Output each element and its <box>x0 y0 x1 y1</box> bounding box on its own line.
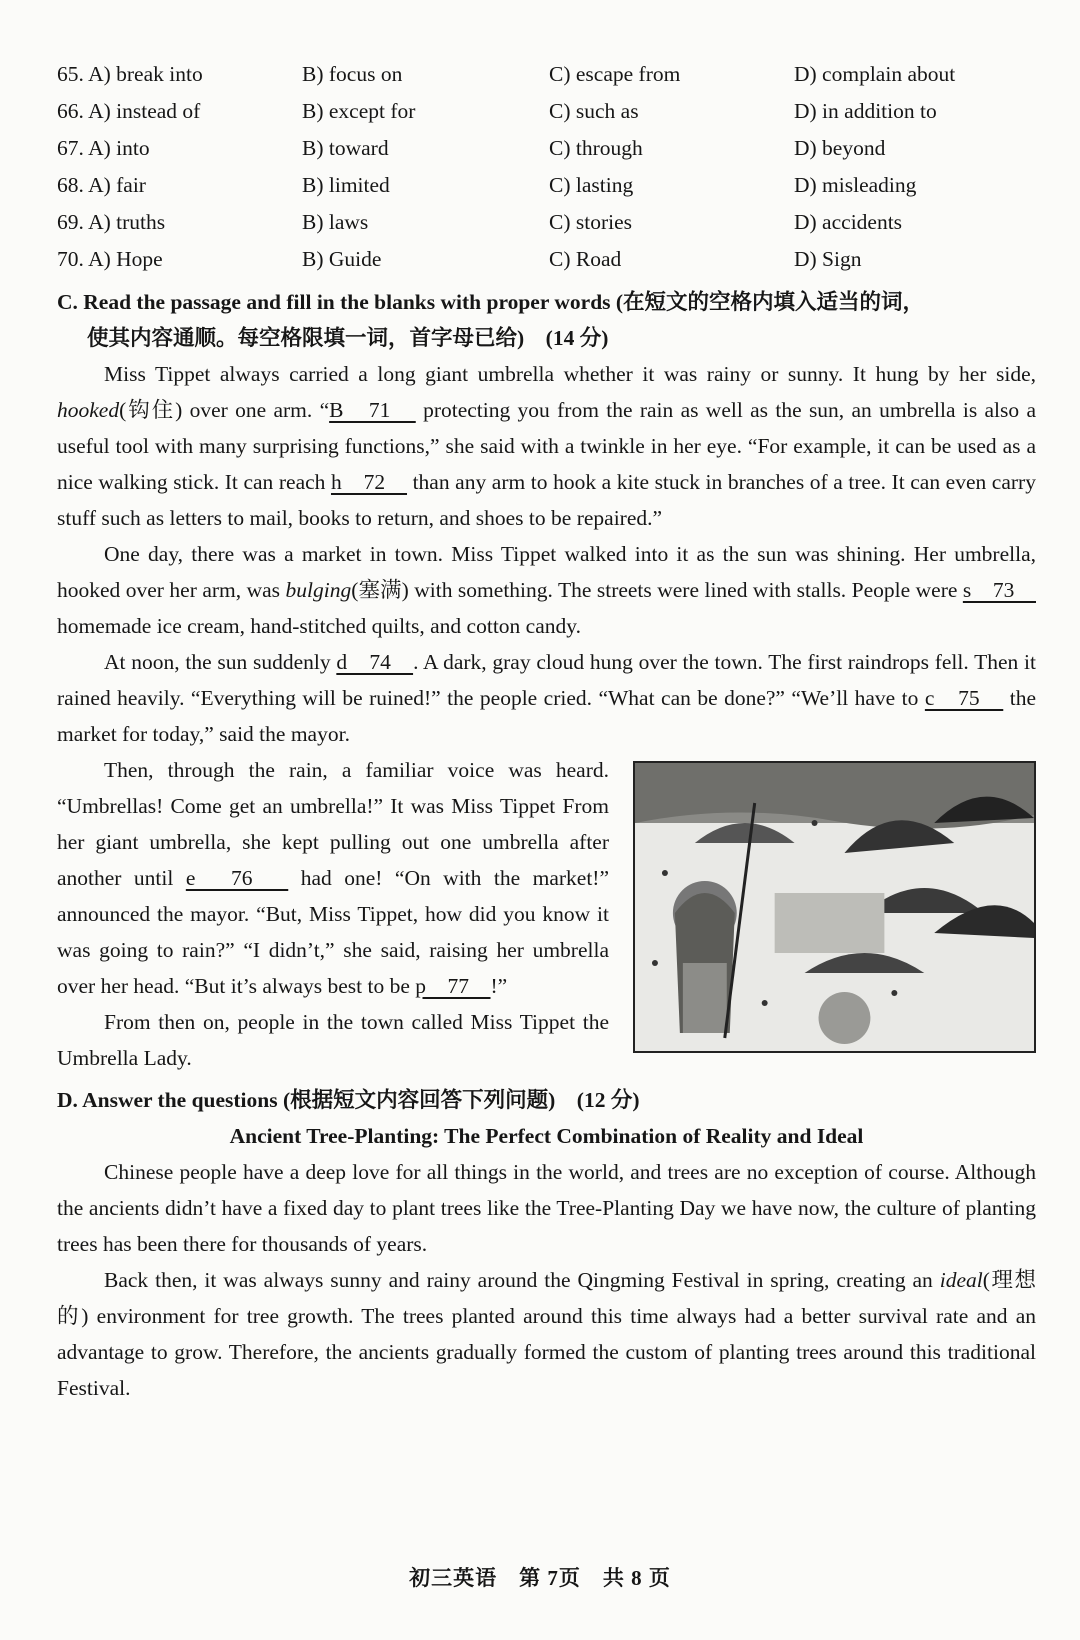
italic-word: ideal <box>939 1268 983 1292</box>
text-run: Back then, it was always sunny and rainy around the Qingming Festival in spring, creating an <box>104 1268 940 1292</box>
option-d: D) Sign <box>794 247 862 271</box>
section-c-title-line1: C. Read the passage and fill in the blanks with proper words (在短文的空格内填入适当的词， <box>57 290 925 314</box>
text-run: (理想的) environment for tree growth. The trees planted around this time always had a better survival rate and an advantage to grow. Therefore, the ancients gradually formed the custom of planting trees around this traditional Festival. <box>57 1268 1037 1400</box>
blank-77[interactable]: p 77 <box>415 974 491 998</box>
option-d: D) misleading <box>794 173 917 197</box>
option-row-66 <box>57 93 1036 130</box>
option-a: 68. A) fair <box>57 173 146 197</box>
multiple-choice-options <box>57 56 1036 278</box>
italic-word: bulging <box>285 578 352 602</box>
option-d: D) beyond <box>794 136 886 160</box>
text-run: (钩住) over one arm. “ <box>119 398 330 422</box>
option-row-68 <box>57 167 1036 204</box>
option-c: C) through <box>549 136 643 160</box>
option-row-65 <box>57 56 1036 93</box>
blank-72[interactable]: h 72 <box>330 470 408 494</box>
blank-74[interactable]: d 74 <box>336 650 414 674</box>
option-a: 67. A) into <box>57 136 150 160</box>
option-b: B) limited <box>302 173 390 197</box>
section-c-title-line2: 使其内容通顺。每空格限填一词，首字母已给) (14 分) <box>87 326 609 350</box>
illustration-drawing <box>635 763 1034 1051</box>
text-run: . A dark, gray cloud hung over the town. The first raindrops fell. Then it rained heavily. “Everything will be ruined!” the people cried. “What can be done?” “We’ll have to <box>57 650 1036 710</box>
option-b: B) toward <box>302 136 389 160</box>
section-c-title <box>57 284 1036 356</box>
section-d-subtitle: Ancient Tree-Planting: The Perfect Combination of Reality and Ideal <box>229 1124 864 1148</box>
option-c: C) escape from <box>549 62 681 86</box>
passage-d-paragraph-2 <box>57 1262 1036 1406</box>
option-c: C) stories <box>549 210 633 234</box>
option-b: B) except for <box>302 99 416 123</box>
passage-d-paragraph-1: Chinese people have a deep love for all things in the world, and trees are no exception of course. Although the ancients didn’t have a fixed day to plant trees like the Tree-Planting Day we have now, the culture of planting trees has been there for thousands of years. <box>57 1160 1036 1256</box>
text-run: Then, through the rain, a familiar voice was heard. “Umbrellas! Come get an umbrella!” It was Miss Tippet From her giant umbrella, she kept pulling out one umbrella after another until <box>57 758 609 890</box>
italic-word: hooked <box>57 398 120 422</box>
option-row-70 <box>57 241 1036 278</box>
option-b: B) Guide <box>302 247 382 271</box>
option-c: C) such as <box>549 99 639 123</box>
text-run: (塞满) with something. The streets were lined with stalls. People were <box>351 578 963 602</box>
text-run: protecting you from the rain as well as the sun, an umbrella is also a useful tool with many surprising functions,” she said with a twinkle in her eye. “For example, it can be used as a nice walking stick. It can reach <box>57 398 1037 494</box>
text-run: the market for today,” said the mayor. <box>57 686 1036 746</box>
blank-75[interactable]: c 75 <box>924 686 1004 710</box>
text-run: homemade ice cream, hand-stitched quilts, and cotton candy. <box>57 614 581 638</box>
umbrella-market-illustration <box>633 761 1036 1053</box>
option-a: 70. A) Hope <box>57 247 163 271</box>
option-c: C) Road <box>549 247 622 271</box>
option-row-69 <box>57 204 1036 241</box>
passage-c-paragraph-5: From then on, people in the town called Miss Tippet the Umbrella Lady. <box>57 1010 609 1070</box>
option-d: D) complain about <box>794 62 956 86</box>
section-d-title: D. Answer the questions (根据短文内容回答下列问题) (12 分) <box>57 1088 640 1112</box>
text-run: Miss Tippet always carried a long giant umbrella whether it was rainy or sunny. It hung by her side, <box>104 362 1036 386</box>
blank-71[interactable]: B 71 <box>329 398 416 422</box>
text-run: had one! “On with the market!” announced the mayor. “But, Miss Tippet, how did you know it was going to rain?” “I didn’t,” she said, raising her umbrella over her head. “But it’s always best to be <box>57 866 610 998</box>
text-run: than any arm to hook a kite stuck in branches of a tree. It can even carry stuff such as letters to mail, books to return, and shoes to be repaired.” <box>57 470 1036 530</box>
page-footer: 初三英语 第 7页 共 8 页 <box>409 1566 671 1590</box>
text-run: One day, there was a market in town. Miss Tippet walked into it as the sun was shining. Her umbrella, hooked over her arm, was <box>57 542 1036 602</box>
passage-c-paragraph-2 <box>57 536 1036 644</box>
option-c: C) lasting <box>549 173 634 197</box>
option-a: 69. A) truths <box>57 210 166 234</box>
option-a: 66. A) instead of <box>57 99 201 123</box>
passage-c-paragraph-3 <box>57 644 1036 752</box>
passage-c-paragraph-1 <box>57 356 1036 536</box>
option-d: D) in addition to <box>794 99 937 123</box>
option-b: B) focus on <box>302 62 403 86</box>
option-b: B) laws <box>302 210 369 234</box>
text-run: At noon, the sun suddenly <box>104 650 337 674</box>
option-a: 65. A) break into <box>57 62 203 86</box>
text-run: !” <box>490 974 508 998</box>
blank-73[interactable]: s 73 <box>962 578 1036 602</box>
option-d: D) accidents <box>794 210 903 234</box>
option-row-67 <box>57 130 1036 167</box>
blank-76[interactable]: e 76 <box>185 866 289 890</box>
